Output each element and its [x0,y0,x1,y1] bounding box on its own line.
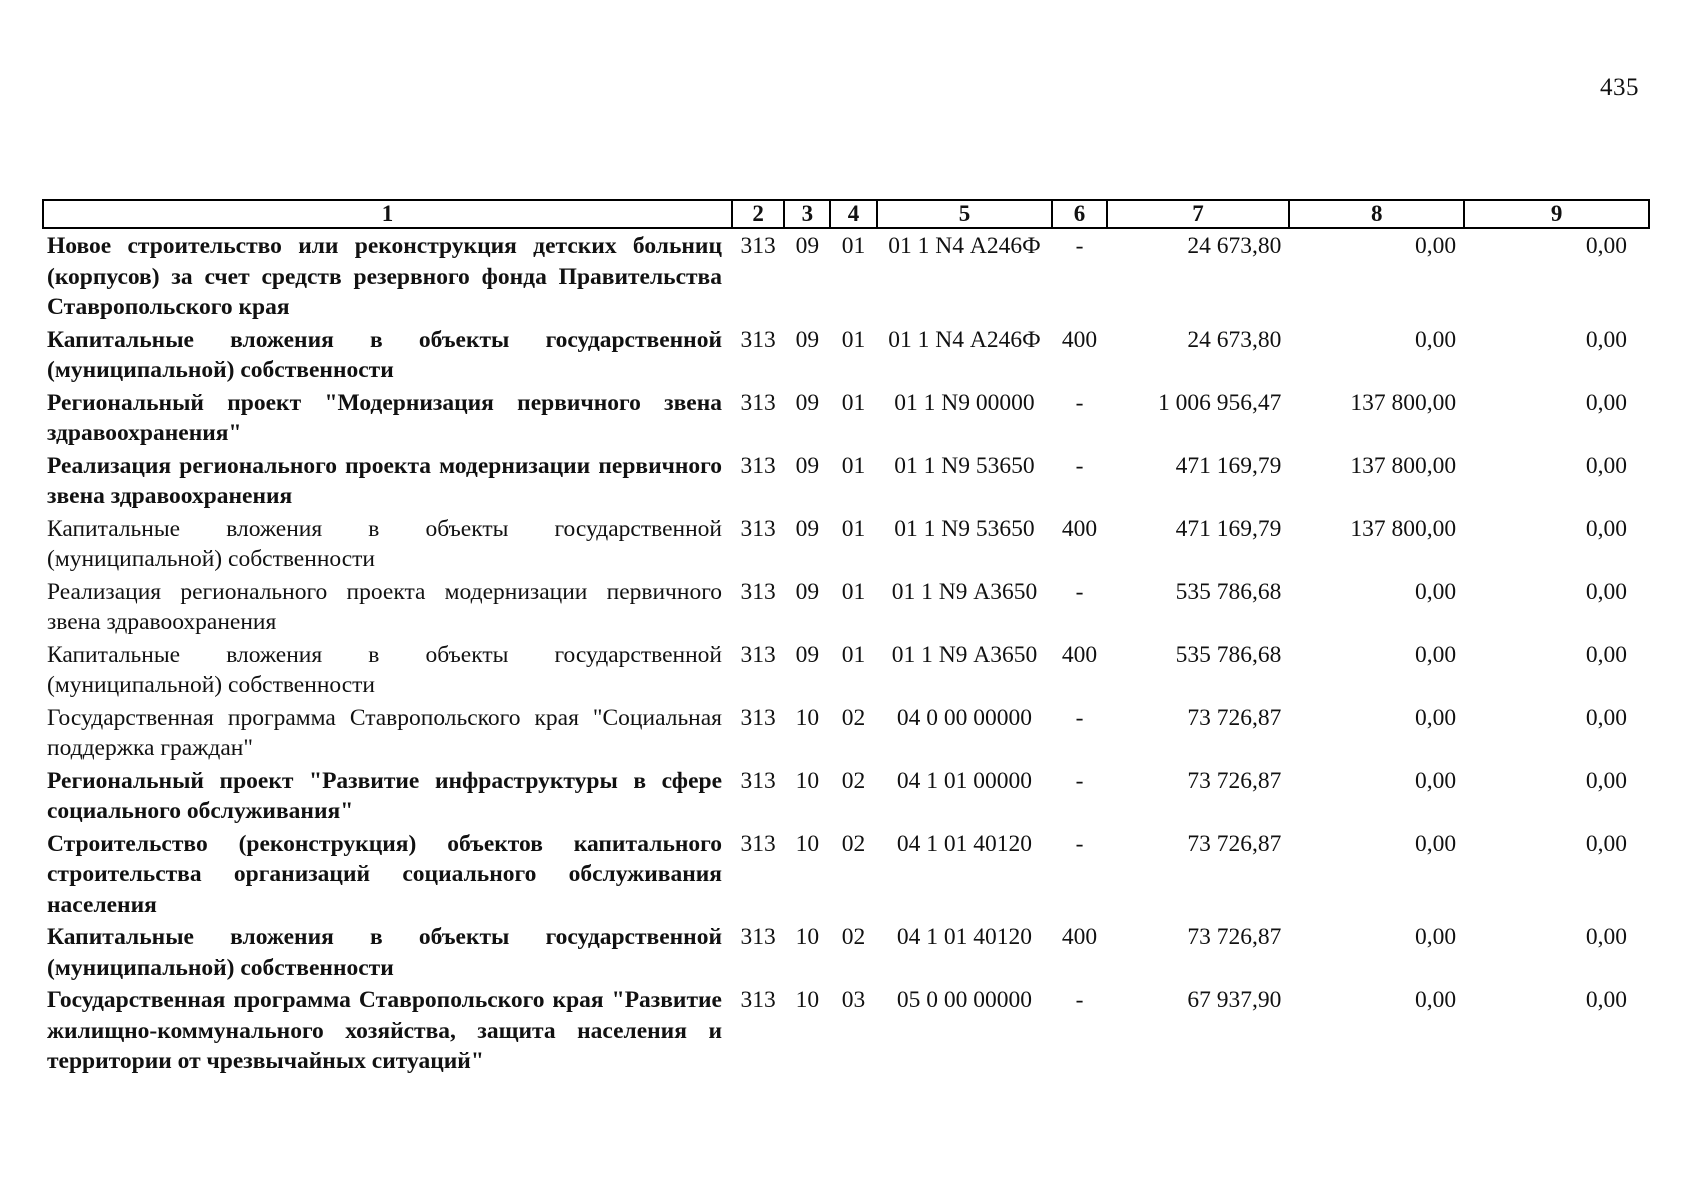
row-col-8: 137 800,00 [1350,389,1457,416]
header-col-1: 1 [43,200,732,228]
row-col-9: 0,00 [1585,704,1627,731]
row-col-3: 10 [795,704,820,731]
table-row [43,983,1649,1077]
row-col-9: 0,00 [1585,987,1627,1013]
row-col-9: 0,00 [1585,326,1627,353]
row-col-9: 0,00 [1585,452,1627,479]
table-row [43,449,1649,512]
row-col-9: 0,00 [1585,924,1627,950]
row-col-5: 04 1 01 40120 [896,830,1033,857]
header-col-9: 9 [1464,200,1649,228]
row-col-7: 535 786,68 [1175,641,1282,668]
row-col-9: 0,00 [1585,233,1627,259]
row-col-6: - [1075,233,1084,259]
row-col-9: 0,00 [1585,830,1627,857]
table-row [43,575,1649,638]
row-col-2: 313 [740,924,776,950]
row-col-2: 313 [740,767,776,794]
row-col-9: 0,00 [1585,767,1627,794]
row-col-3: 09 [795,326,820,353]
row-col-6: - [1075,767,1084,794]
table-body [43,228,1649,1077]
row-col-2: 313 [740,452,776,479]
row-col-7: 24 673,80 [1187,233,1282,259]
row-col-8: 137 800,00 [1350,515,1457,542]
row-name: Капитальные вложения в объекты государственной (муниципальной) собственности [47,515,722,572]
row-col-8: 0,00 [1415,924,1457,950]
row-col-7: 73 726,87 [1187,704,1282,731]
table-row [43,323,1649,386]
row-col-5: 01 1 N4 А246Ф [888,233,1041,259]
table-row [43,920,1649,983]
row-col-3: 09 [795,452,820,479]
row-col-4: 01 [841,233,866,259]
row-col-2: 313 [740,830,776,857]
row-col-3: 10 [795,830,820,857]
header-col-5: 5 [877,200,1053,228]
row-col-5: 01 1 N9 53650 [894,452,1035,479]
row-col-3: 10 [795,987,820,1013]
table-row [43,827,1649,921]
row-col-4: 01 [841,515,866,542]
table-header [43,200,1649,228]
row-name: Капитальные вложения в объекты государственной (муниципальной) собственности [47,641,722,698]
row-col-8: 0,00 [1415,704,1457,731]
row-col-6: - [1075,578,1084,605]
row-col-5: 01 1 N4 А246Ф [888,326,1041,353]
row-col-6: - [1075,704,1084,731]
row-col-6: 400 [1061,924,1098,950]
row-col-6: 400 [1061,515,1098,542]
table-row [43,638,1649,701]
row-col-2: 313 [740,704,776,731]
row-col-6: - [1075,389,1084,416]
row-col-7: 67 937,90 [1187,987,1282,1013]
row-col-2: 313 [740,578,776,605]
row-col-5: 01 1 N9 А3650 [891,578,1038,605]
budget-table [42,199,1650,1077]
row-name: Региональный проект "Развитие инфраструктуры в сфере социального обслуживания" [47,767,722,824]
row-col-6: 400 [1061,326,1098,353]
row-col-5: 01 1 N9 00000 [894,389,1035,416]
table-row [43,386,1649,449]
row-col-3: 09 [795,641,820,668]
row-col-2: 313 [740,389,776,416]
row-name: Реализация регионального проекта модернизации первичного звена здравоохранения [47,578,722,635]
row-col-8: 0,00 [1415,233,1457,259]
row-name: Строительство (реконструкция) объектов капитального строительства организаций социального обслуживания населения [47,830,722,918]
row-col-2: 313 [740,641,776,668]
row-col-5: 04 0 00 00000 [896,704,1033,731]
row-name: Капитальные вложения в объекты государственной (муниципальной) собственности [47,326,722,383]
row-col-9: 0,00 [1585,515,1627,542]
header-col-3: 3 [784,200,830,228]
row-col-7: 1 006 956,47 [1158,389,1282,416]
row-col-3: 09 [795,389,820,416]
row-col-5: 05 0 00 00000 [896,987,1033,1013]
header-col-7: 7 [1107,200,1290,228]
row-col-8: 0,00 [1415,987,1457,1013]
row-col-6: 400 [1061,641,1098,668]
row-col-6: - [1075,830,1084,857]
table-row [43,228,1649,323]
header-row [43,200,1649,228]
row-name: Государственная программа Ставропольского края "Развитие жилищно-коммунального хозяйства, защита населения и территории от чрезвычайных ситуаций" [47,987,722,1074]
row-col-8: 0,00 [1415,767,1457,794]
header-col-8: 8 [1289,200,1464,228]
table-row [43,512,1649,575]
row-col-9: 0,00 [1585,389,1627,416]
row-col-7: 73 726,87 [1187,924,1282,950]
row-col-4: 01 [841,326,866,353]
row-col-5: 04 1 01 40120 [896,924,1033,950]
row-col-3: 09 [795,578,820,605]
row-name: Капитальные вложения в объекты государственной (муниципальной) собственности [47,924,722,981]
row-col-7: 471 169,79 [1175,452,1282,479]
row-col-9: 0,00 [1585,578,1627,605]
table-row [43,701,1649,764]
row-col-8: 0,00 [1415,830,1457,857]
row-col-4: 02 [841,830,866,857]
row-col-8: 0,00 [1415,326,1457,353]
row-col-3: 09 [795,233,820,259]
row-name: Государственная программа Ставропольского края "Социальная поддержка граждан" [47,704,722,761]
header-col-6: 6 [1052,200,1106,228]
row-col-5: 01 1 N9 53650 [894,515,1035,542]
row-col-5: 01 1 N9 А3650 [891,641,1038,668]
table-row [43,764,1649,827]
row-col-7: 73 726,87 [1187,830,1282,857]
page-number: 435 [1600,74,1639,101]
row-col-8: 0,00 [1415,641,1457,668]
row-col-7: 73 726,87 [1187,767,1282,794]
row-col-2: 313 [740,515,776,542]
row-col-2: 313 [740,987,776,1013]
row-col-7: 471 169,79 [1175,515,1282,542]
row-col-4: 01 [841,641,866,668]
row-col-6: - [1075,987,1084,1013]
row-col-3: 10 [795,924,820,950]
header-col-2: 2 [732,200,784,228]
row-col-6: - [1075,452,1084,479]
row-col-4: 03 [841,987,866,1013]
row-col-8: 0,00 [1415,578,1457,605]
row-col-4: 02 [841,767,866,794]
row-col-4: 02 [841,704,866,731]
row-col-4: 02 [841,924,866,950]
row-col-4: 01 [841,389,866,416]
row-col-4: 01 [841,452,866,479]
row-col-3: 10 [795,767,820,794]
row-col-5: 04 1 01 00000 [896,767,1033,794]
row-name: Новое строительство или реконструкция детских больниц (корпусов) за счет средств резервного фонда Правительства Ставропольского края [47,233,722,320]
row-col-3: 09 [795,515,820,542]
row-col-7: 535 786,68 [1175,578,1282,605]
row-col-2: 313 [740,326,776,353]
row-name: Реализация регионального проекта модернизации первичного звена здравоохранения [47,452,722,509]
row-col-9: 0,00 [1585,641,1627,668]
row-col-8: 137 800,00 [1350,452,1457,479]
row-name: Региональный проект "Модернизация первичного звена здравоохранения" [47,389,722,446]
header-col-4: 4 [830,200,876,228]
row-col-7: 24 673,80 [1187,326,1282,353]
row-col-4: 01 [841,578,866,605]
row-col-2: 313 [740,233,776,259]
